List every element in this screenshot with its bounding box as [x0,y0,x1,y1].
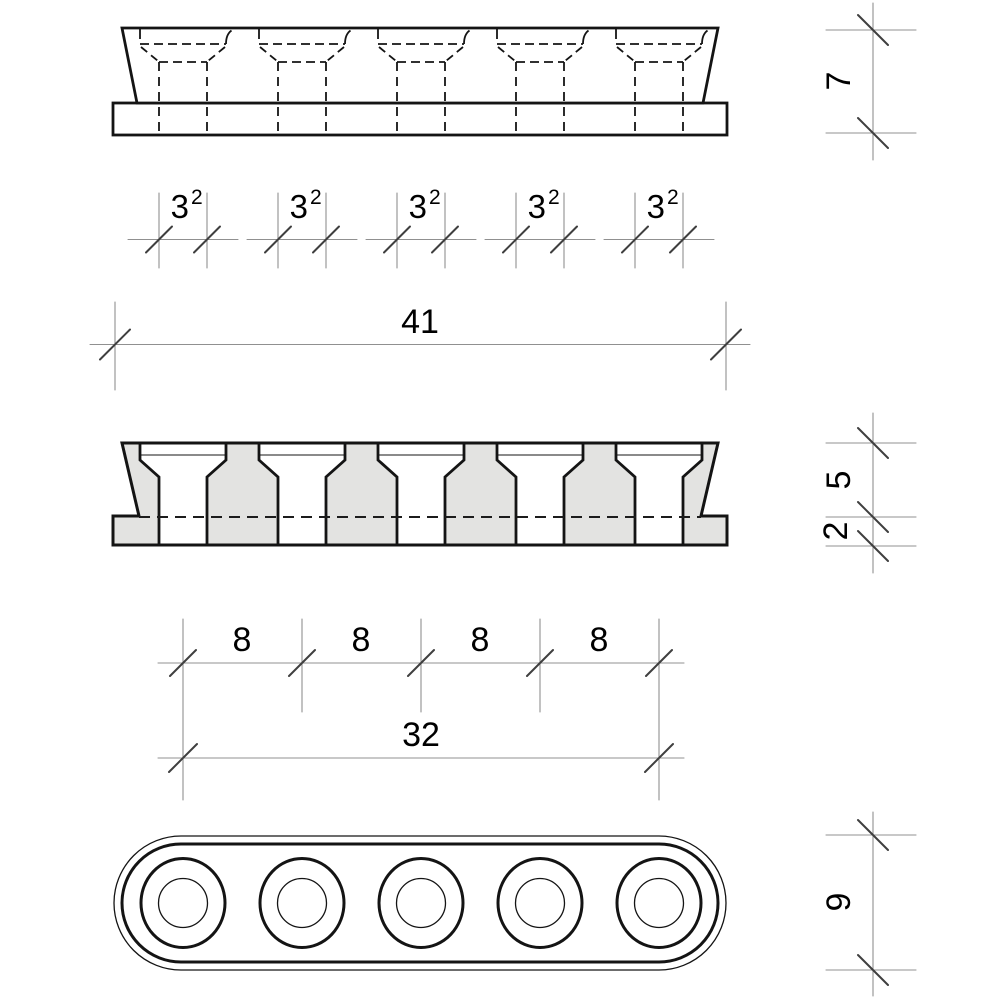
dim-label-3: 3 [170,188,189,225]
dim-label-3-sup: 2 [429,186,441,209]
dim-section-heights [817,413,916,573]
dim-label-3-sup: 2 [548,186,560,209]
dim-label-3-sup: 2 [667,186,679,209]
dim-overall-width [90,302,750,390]
dim-hole-span [158,716,684,772]
dim-countersink [604,186,714,268]
dim-countersink [128,186,238,268]
dim-label-41: 41 [401,303,439,341]
dim-label-32: 32 [402,716,440,754]
dim-label-7: 7 [820,71,858,91]
dim-label-8: 8 [470,621,490,659]
bottom-view [114,836,726,970]
dim-label-8: 8 [589,621,609,659]
dim-plate-depth [820,812,916,996]
bottom-outline-inner [122,844,718,962]
dim-label-3-sup: 2 [310,186,322,209]
dim-label-5: 5 [820,470,858,490]
dim-label-8: 8 [351,621,371,659]
dim-countersink [247,186,357,268]
dim-label-3: 3 [408,188,427,225]
dim-label-3-sup: 2 [191,186,203,209]
top-view [113,28,727,135]
dim-countersink [485,186,595,268]
dim-label-8: 8 [232,621,252,659]
dim-countersink [366,186,476,268]
dim-height-total [820,3,916,160]
dim-countersink-group [128,186,714,268]
dim-label-9: 9 [820,892,858,912]
body-outline [122,28,718,103]
dim-label-3: 3 [289,188,308,225]
dim-label-2: 2 [817,521,855,541]
dim-label-3: 3 [646,188,665,225]
section-view [113,443,727,545]
dim-label-3: 3 [527,188,546,225]
dim-pitch-row [158,619,684,800]
